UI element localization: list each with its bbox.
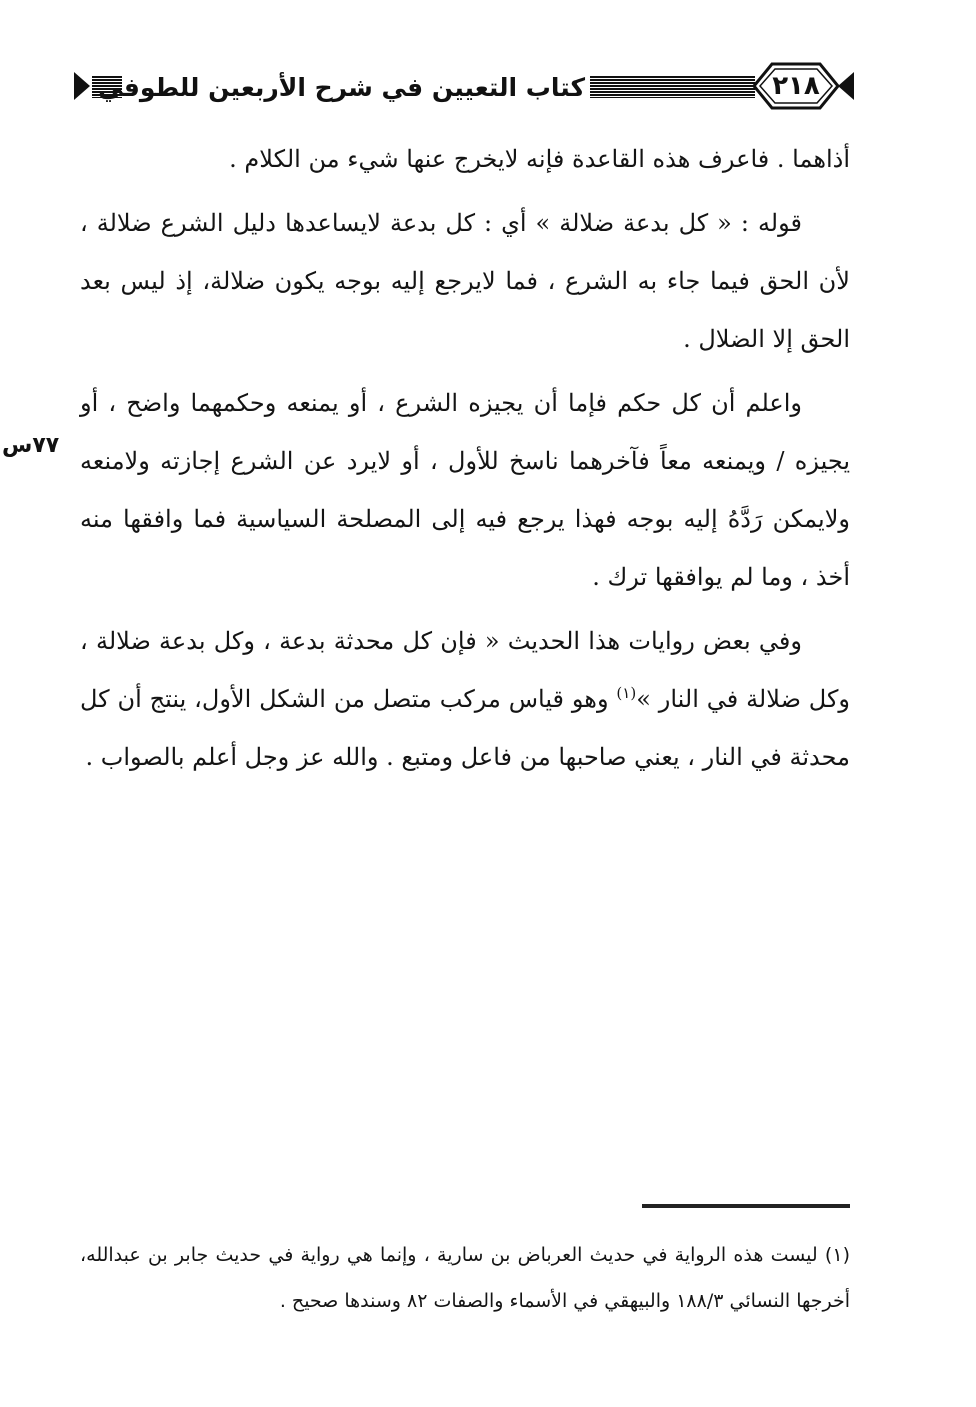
footnote-separator xyxy=(642,1204,850,1208)
body-text xyxy=(80,130,850,792)
header-right-rule xyxy=(590,76,755,98)
paragraph: واعلم أن كل حكم فإما أن يجيزه الشرع ، أو يمنعه وحكمهما واضح ، أو يجيزه / ويمنعه معاً فآخرهما ناسخ للأول ، أو لايرد عن الشرع إجازته ولامنعه ولايمكن رَدَّهُ إليه بوجه فهذا يرجع فيه إلى المصلحة السياسية فما وافقها منه أخذ ، وما لم يوافقها ترك . xyxy=(80,389,850,591)
header-right-ornament xyxy=(838,72,854,100)
margin-note: ٧٧س xyxy=(2,433,60,458)
paragraph: قوله : « كل بدعة ضلالة » أي : كل بدعة لايساعدها دليل الشرع ضلالة ، لأن الحق فيما جاء به الشرع ، فما لايرجع إليه بوجه يكون ضلالة، إذ ليس بعد الحق إلا الضلال . xyxy=(80,209,850,353)
page-number: ٢١٨ xyxy=(772,71,820,101)
footnote: (١) ليست هذه الرواية في حديث العرباض بن سارية ، وإنما هي رواية في حديث جابر بن عبدالله، أخرجها النسائي ١٨٨/٣ والبيهقي في الأسماء والصفات ٨٢ وسندها صحيح . xyxy=(80,1244,850,1312)
paragraph: أذاهما . فاعرف هذه القاعدة فإنه لايخرج عنها شيء من الكلام . xyxy=(229,145,850,173)
page-header xyxy=(70,58,860,120)
paragraph-text: وفي بعض روايات هذا الحديث « فإن كل محدثة بدعة ، وكل بدعة ضلالة ، وكل ضلالة في النار » xyxy=(80,627,850,713)
page-number-badge xyxy=(750,60,842,112)
paragraph-text: وهو قياس مركب متصل من الشكل الأول، ينتج أن كل محدثة في النار ، يعني صاحبها من فاعل ومتبع . والله عز وجل أعلم بالصواب . xyxy=(80,685,850,771)
footnotes xyxy=(80,1232,850,1324)
paragraph xyxy=(80,612,850,786)
header-left-ornament xyxy=(74,72,90,100)
footnote-reference[interactable]: (١) xyxy=(616,684,637,702)
running-title: كتاب التعيين في شرح الأربعين للطوفي xyxy=(98,73,585,102)
